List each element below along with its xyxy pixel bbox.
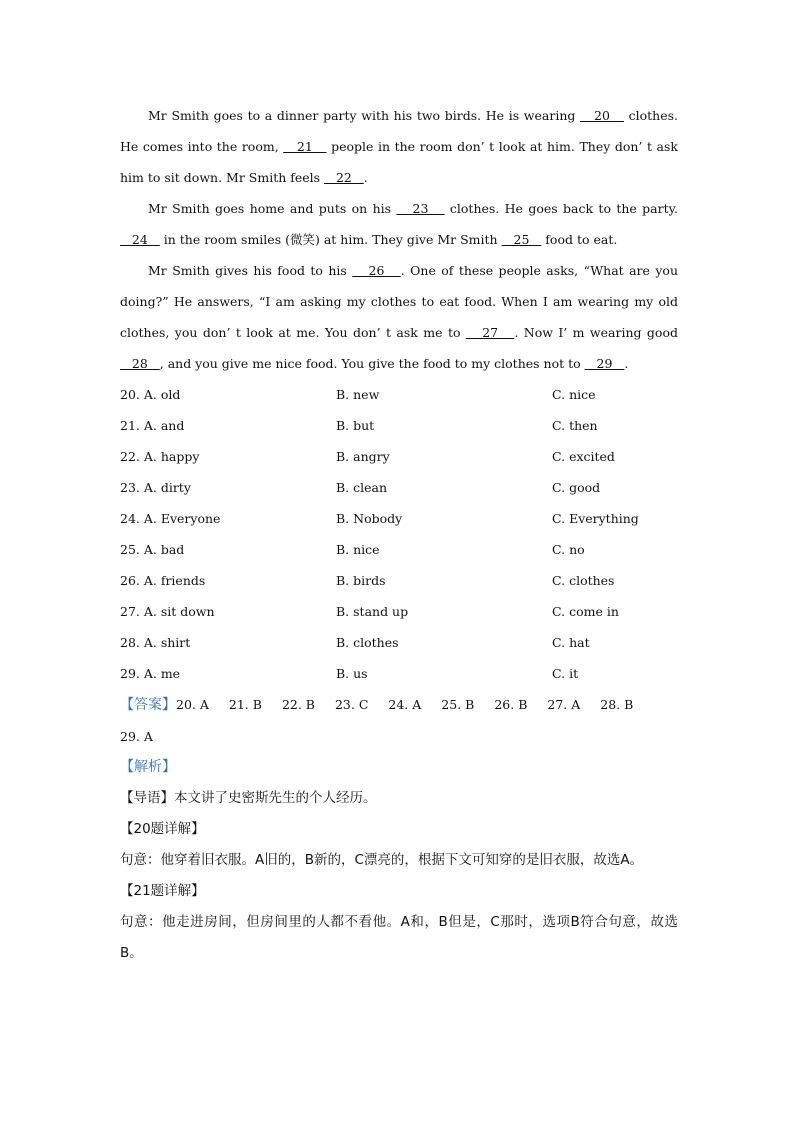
passage-paragraph-1 [120, 100, 678, 193]
text: . [624, 356, 629, 371]
text: people in the room don’ t look at him. They don’ t ask him to sit down. Mr Smith feels [120, 139, 678, 185]
text: clothes. He goes back to the party. [444, 201, 679, 216]
option-row [120, 596, 678, 627]
option-a: 27. A. sit down [120, 604, 215, 619]
option-b: B. clean [336, 480, 388, 495]
blank-26: 26 [352, 263, 401, 278]
text: in the room smiles (微笑) at him. They give Mr Smith [159, 232, 502, 247]
blank-23: 23 [396, 201, 445, 216]
answer-item: 23. C [334, 697, 369, 712]
q21-title: 【21题详解】 [120, 883, 205, 899]
blank-29: 29 [584, 356, 625, 371]
option-a: 26. A. friends [120, 573, 206, 588]
q21-explanation: 句意：他走进房间，但房间里的人都不看他。A和，B但是，C那时，选项B符合句意，故选B。 [120, 914, 678, 961]
option-c: C. excited [552, 449, 615, 464]
answer-item: 28. B [600, 697, 634, 712]
option-a: 23. A. dirty [120, 480, 191, 495]
option-c: C. no [552, 542, 585, 557]
text: Mr Smith goes home and puts on his [148, 201, 397, 216]
text: . One of these people asks, “What are you doing?” He answers, “I am asking my clothes to eat food. When I am wearing my old clothes, you don’ t look at me. You don’ t ask me to [120, 263, 678, 340]
option-c: C. hat [552, 635, 590, 650]
passage-paragraph-2 [120, 193, 678, 255]
answer-item: 22. B [281, 697, 315, 712]
option-row [120, 441, 678, 472]
blank-21: 21 [283, 139, 327, 154]
text: clothes. He comes into the room, [120, 108, 679, 154]
option-b: B. nice [336, 542, 380, 557]
option-c: C. good [552, 480, 601, 495]
option-c: C. come in [552, 604, 619, 619]
option-b: B. birds [336, 573, 386, 588]
answer-block [120, 689, 678, 752]
option-row [120, 658, 678, 689]
text: . Now I’ m wearing good [514, 325, 678, 340]
text: Mr Smith goes to a dinner party with his two birds. He is wearing [148, 108, 581, 123]
q20-explanation: 句意：他穿着旧衣服。A旧的，B新的，C漂亮的，根据下文可知穿的是旧衣服，故选A。 [120, 852, 644, 868]
option-b: B. new [336, 387, 380, 402]
text: , and you give me nice food. You give the food to my clothes not to [159, 356, 585, 371]
option-row [120, 534, 678, 565]
option-a: 25. A. bad [120, 542, 185, 557]
option-row [120, 627, 678, 658]
text: Mr Smith gives his food to his [148, 263, 353, 278]
option-c: C. Everything [552, 511, 639, 526]
option-b: B. but [336, 418, 375, 433]
answer-item: 20. A [176, 697, 209, 712]
text: . [363, 170, 368, 185]
answer-label: 【答案】 [120, 697, 176, 713]
text: food to eat. [541, 232, 618, 247]
option-row [120, 472, 678, 503]
option-b: B. stand up [336, 604, 409, 619]
q20-title: 【20题详解】 [120, 821, 205, 837]
option-row [120, 565, 678, 596]
blank-24: 24 [120, 232, 160, 247]
blank-28: 28 [120, 356, 160, 371]
blank-25: 25 [501, 232, 542, 247]
option-b: B. Nobody [336, 511, 403, 526]
option-b: B. us [336, 666, 368, 681]
blank-27: 27 [465, 325, 515, 340]
passage-paragraph-3 [120, 255, 678, 379]
option-a: 29. A. me [120, 666, 181, 681]
answer-item: 27. A [547, 697, 581, 712]
option-b: B. clothes [336, 635, 399, 650]
answer-item: 24. A [388, 697, 422, 712]
intro-text: 【导语】本文讲了史密斯先生的个人经历。 [120, 790, 377, 806]
options-list [120, 379, 678, 689]
option-b: B. angry [336, 449, 390, 464]
option-row [120, 410, 678, 441]
analysis-label: 【解析】 [120, 759, 176, 775]
answer-item: 29. A [120, 729, 153, 744]
option-a: 21. A. and [120, 418, 185, 433]
answer-item: 21. B [228, 697, 262, 712]
option-c: C. clothes [552, 573, 615, 588]
document-page [120, 100, 678, 969]
option-a: 20. A. old [120, 387, 181, 402]
answer-item: 25. B [441, 697, 475, 712]
answer-item: 26. B [494, 697, 528, 712]
option-a: 28. A. shirt [120, 635, 191, 650]
option-row [120, 379, 678, 410]
option-c: C. nice [552, 387, 596, 402]
option-row [120, 503, 678, 534]
blank-20: 20 [580, 108, 624, 123]
option-c: C. it [552, 666, 579, 681]
option-c: C. then [552, 418, 598, 433]
option-a: 24. A. Everyone [120, 511, 221, 526]
blank-22: 22 [324, 170, 364, 185]
option-a: 22. A. happy [120, 449, 200, 464]
